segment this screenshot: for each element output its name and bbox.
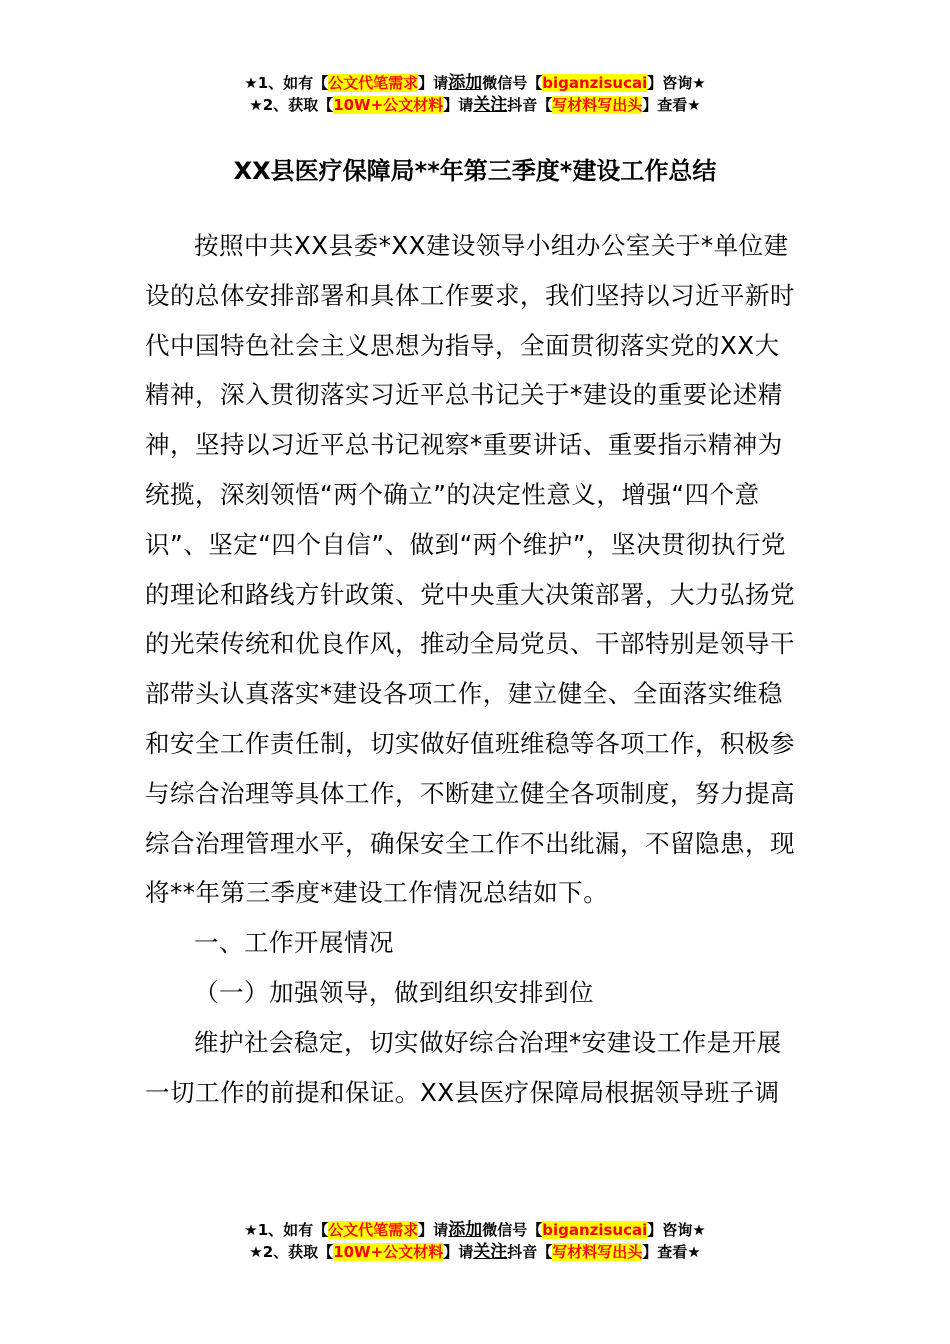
highlight-text: 10W+公文材料 <box>333 96 444 114</box>
highlight-text: 10W+公文材料 <box>333 1243 444 1261</box>
promo-line-1: ★1、如有【公文代笔需求】请添加微信号【biganzisucai】咨询★ <box>244 1220 706 1240</box>
promo-banner-top <box>0 72 950 116</box>
highlight-text: biganzisucai <box>542 1221 648 1239</box>
highlight-text: 公文代笔需求 <box>328 74 419 92</box>
document-title: XX县医疗保障局**年第三季度*建设工作总结 <box>233 157 717 185</box>
promo-banner-bottom <box>0 1219 950 1263</box>
highlight-text: biganzisucai <box>542 74 648 92</box>
subsection-heading: （一）加强领导，做到组织安排到位 <box>194 977 594 1007</box>
highlight-text: 写材料写出头 <box>552 1243 643 1261</box>
paragraph-body: 维护社会稳定，切实做好综合治理*安建设工作是开展一切工作的前提和保证。XX县医疗保障局根据领导班子调 <box>145 1027 782 1107</box>
promo-line-2: ★2、获取【10W+公文材料】请关注抖音【写材料写出头】查看★ <box>249 95 701 115</box>
highlight-text: 公文代笔需求 <box>328 1221 419 1239</box>
promo-line-2: ★2、获取【10W+公文材料】请关注抖音【写材料写出头】查看★ <box>249 1242 701 1262</box>
highlight-text: 写材料写出头 <box>552 96 643 114</box>
section-heading: 一、工作开展情况 <box>194 928 394 958</box>
document-body <box>145 221 800 1117</box>
paragraph-intro: 按照中共XX县委*XX建设领导小组办公室关于*单位建设的总体安排部署和具体工作要求，我们坚持以习近平新时代中国特色社会主义思想为指导，全面贯彻落实党的XX大精神，深入贯彻落实习近平总书记关于*建设的重要论述精神，坚持以习近平总书记视察*重要讲话、重要指示精神为统揽，深刻领悟“两个确立”的决定性意义，增强“四个意识”、坚定“四个自信”、做到“两个维护”，坚决贯彻执行党的理论和路线方针政策、党中央重大决策部署，大力弘扬党的光荣传统和优良作风，推动全局党员、干部特别是领导干部带头认真落实*建设各项工作，建立健全、全面落实维稳和安全工作责任制，切实做好值班维稳等各项工作，积极参与综合治理等具体工作，不断建立健全各项制度，努力提高综合治理管理水平，确保安全工作不出纰漏，不留隐患，现将**年第三季度*建设工作情况总结如下。 <box>145 231 795 908</box>
promo-line-1: ★1、如有【公文代笔需求】请添加微信号【biganzisucai】咨询★ <box>244 73 706 93</box>
